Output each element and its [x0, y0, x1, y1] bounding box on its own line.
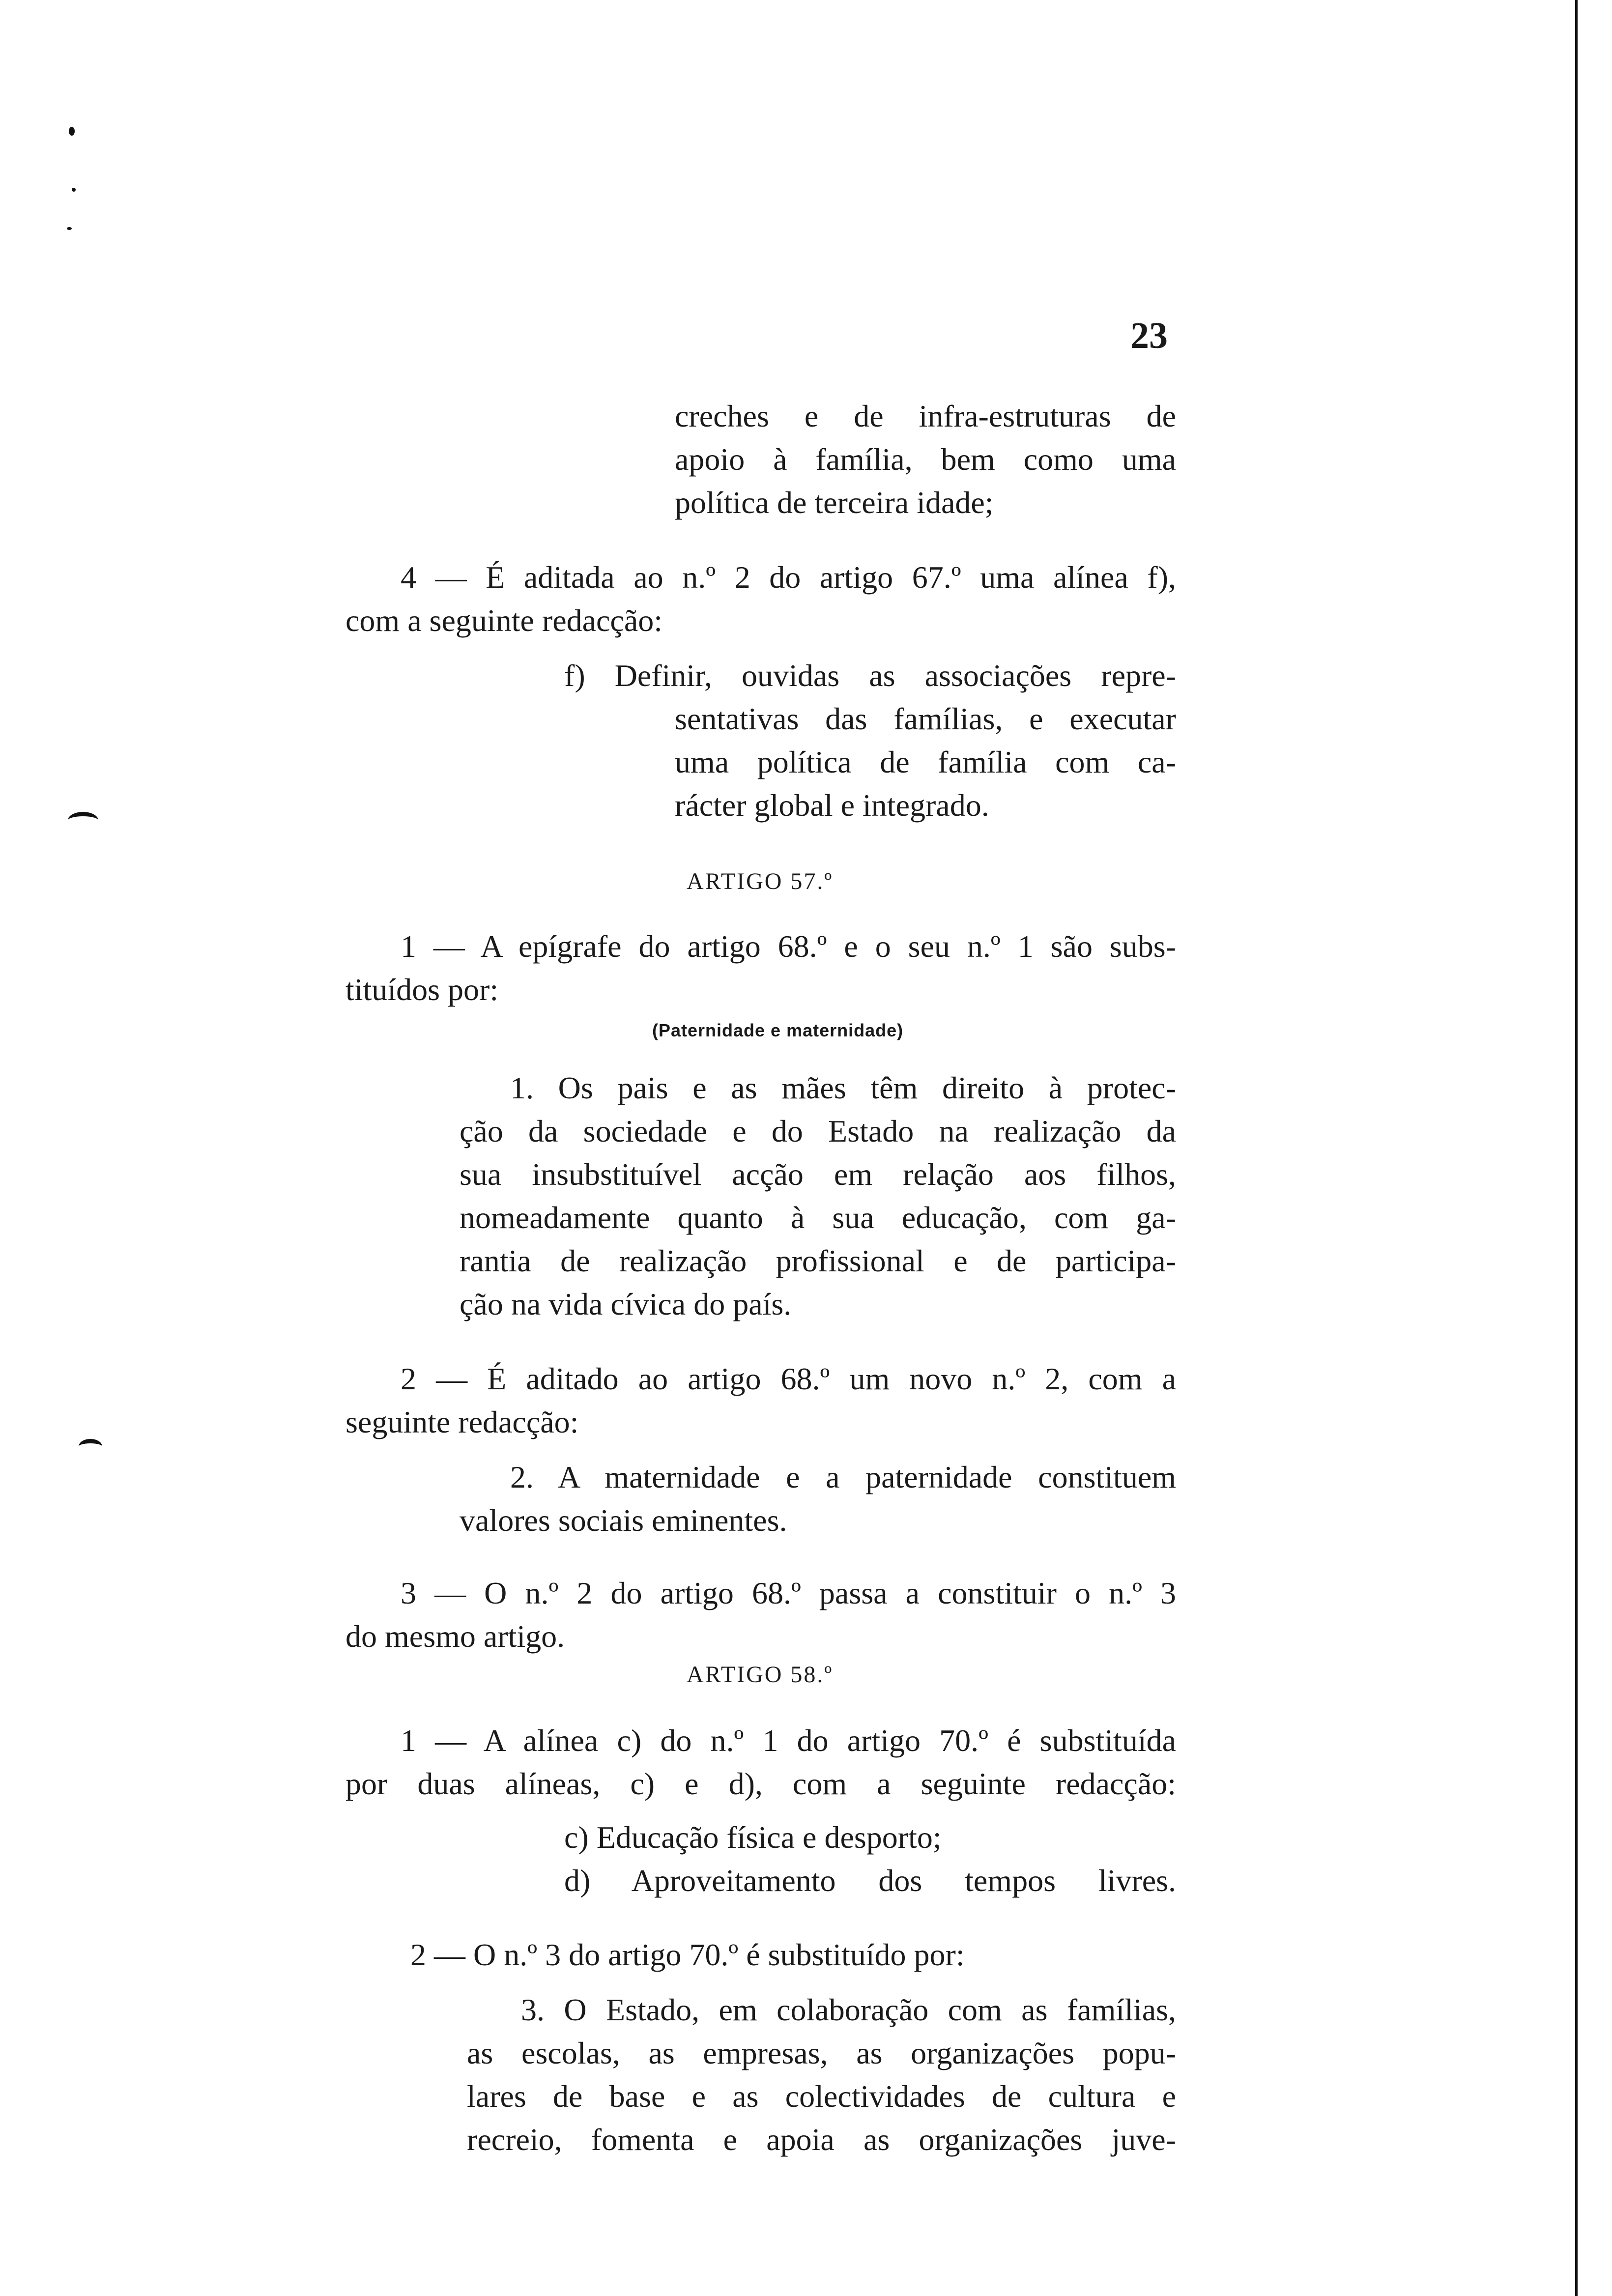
text-line: ção da sociedade e do Estado na realização da: [460, 1114, 1176, 1148]
text-line: rácter global e integrado.: [675, 788, 989, 823]
scan-speck: [72, 188, 76, 192]
text-line: f) Definir, ouvidas as associações repre-: [564, 658, 1176, 693]
text-line: do mesmo artigo.: [345, 1619, 565, 1654]
text-line: tituídos por:: [345, 972, 499, 1007]
text-line: sentativas das famílias, e executar: [675, 701, 1176, 736]
article-heading: ARTIGO 57.º: [687, 868, 834, 894]
text-line: ção na vida cívica do país.: [460, 1287, 792, 1321]
scan-arc-mark: [68, 812, 98, 829]
text-line: nomeadamente quanto à sua educação, com ga-: [460, 1200, 1176, 1235]
text-line: 2 — É aditado ao artigo 68.º um novo n.º 2, com a: [401, 1361, 1176, 1396]
page-edge-line: [1575, 0, 1578, 2296]
text-line: sua insubstituível acção em relação aos filhos,: [460, 1157, 1176, 1192]
text-line: d) Aproveitamento dos tempos livres.: [564, 1863, 1176, 1898]
text-line: política de terceira idade;: [675, 485, 994, 520]
text-line: 1. Os pais e as mães têm direito à protec-: [510, 1070, 1176, 1105]
text-line: lares de base e as colectividades de cultura e: [467, 2079, 1176, 2114]
text-line: por duas alíneas, c) e d), com a seguinte redacção:: [345, 1766, 1176, 1801]
text-line: uma política de família com ca-: [675, 745, 1176, 779]
text-line: apoio à família, bem como uma: [675, 442, 1176, 477]
text-line: 2 — O n.º 3 do artigo 70.º é substituído por:: [410, 1937, 965, 1972]
text-line: c) Educação física e desporto;: [564, 1820, 942, 1855]
text-line: 4 — É aditada ao n.º 2 do artigo 67.º uma alínea f),: [401, 560, 1176, 595]
text-line: rantia de realização profissional e de participa-: [460, 1243, 1176, 1278]
text-line: 3. O Estado, em colaboração com as famílias,: [521, 1992, 1176, 2027]
scan-speck: [69, 127, 75, 136]
text-line: valores sociais eminentes.: [460, 1503, 787, 1538]
section-subtitle: (Paternidade e maternidade): [652, 1020, 904, 1040]
text-line: seguinte redacção:: [345, 1405, 579, 1439]
page-number: 23: [1130, 315, 1168, 356]
text-line: creches e de infra-estruturas de: [675, 399, 1176, 433]
article-heading: ARTIGO 58.º: [687, 1662, 834, 1688]
scan-speck: [67, 227, 72, 230]
text-line: as escolas, as empresas, as organizações popu-: [467, 2036, 1176, 2070]
text-line: 3 — O n.º 2 do artigo 68.º passa a constituir o n.º 3: [401, 1576, 1176, 1610]
text-line: 1 — A epígrafe do artigo 68.º e o seu n.º 1 são subs-: [401, 929, 1176, 964]
text-line: com a seguinte redacção:: [345, 603, 662, 638]
scan-arc-mark: [79, 1439, 102, 1454]
text-line: recreio, fomenta e apoia as organizações juve-: [467, 2122, 1176, 2157]
text-line: 2. A maternidade e a paternidade constituem: [510, 1460, 1176, 1494]
text-line: 1 — A alínea c) do n.º 1 do artigo 70.º é substituída: [401, 1723, 1176, 1758]
